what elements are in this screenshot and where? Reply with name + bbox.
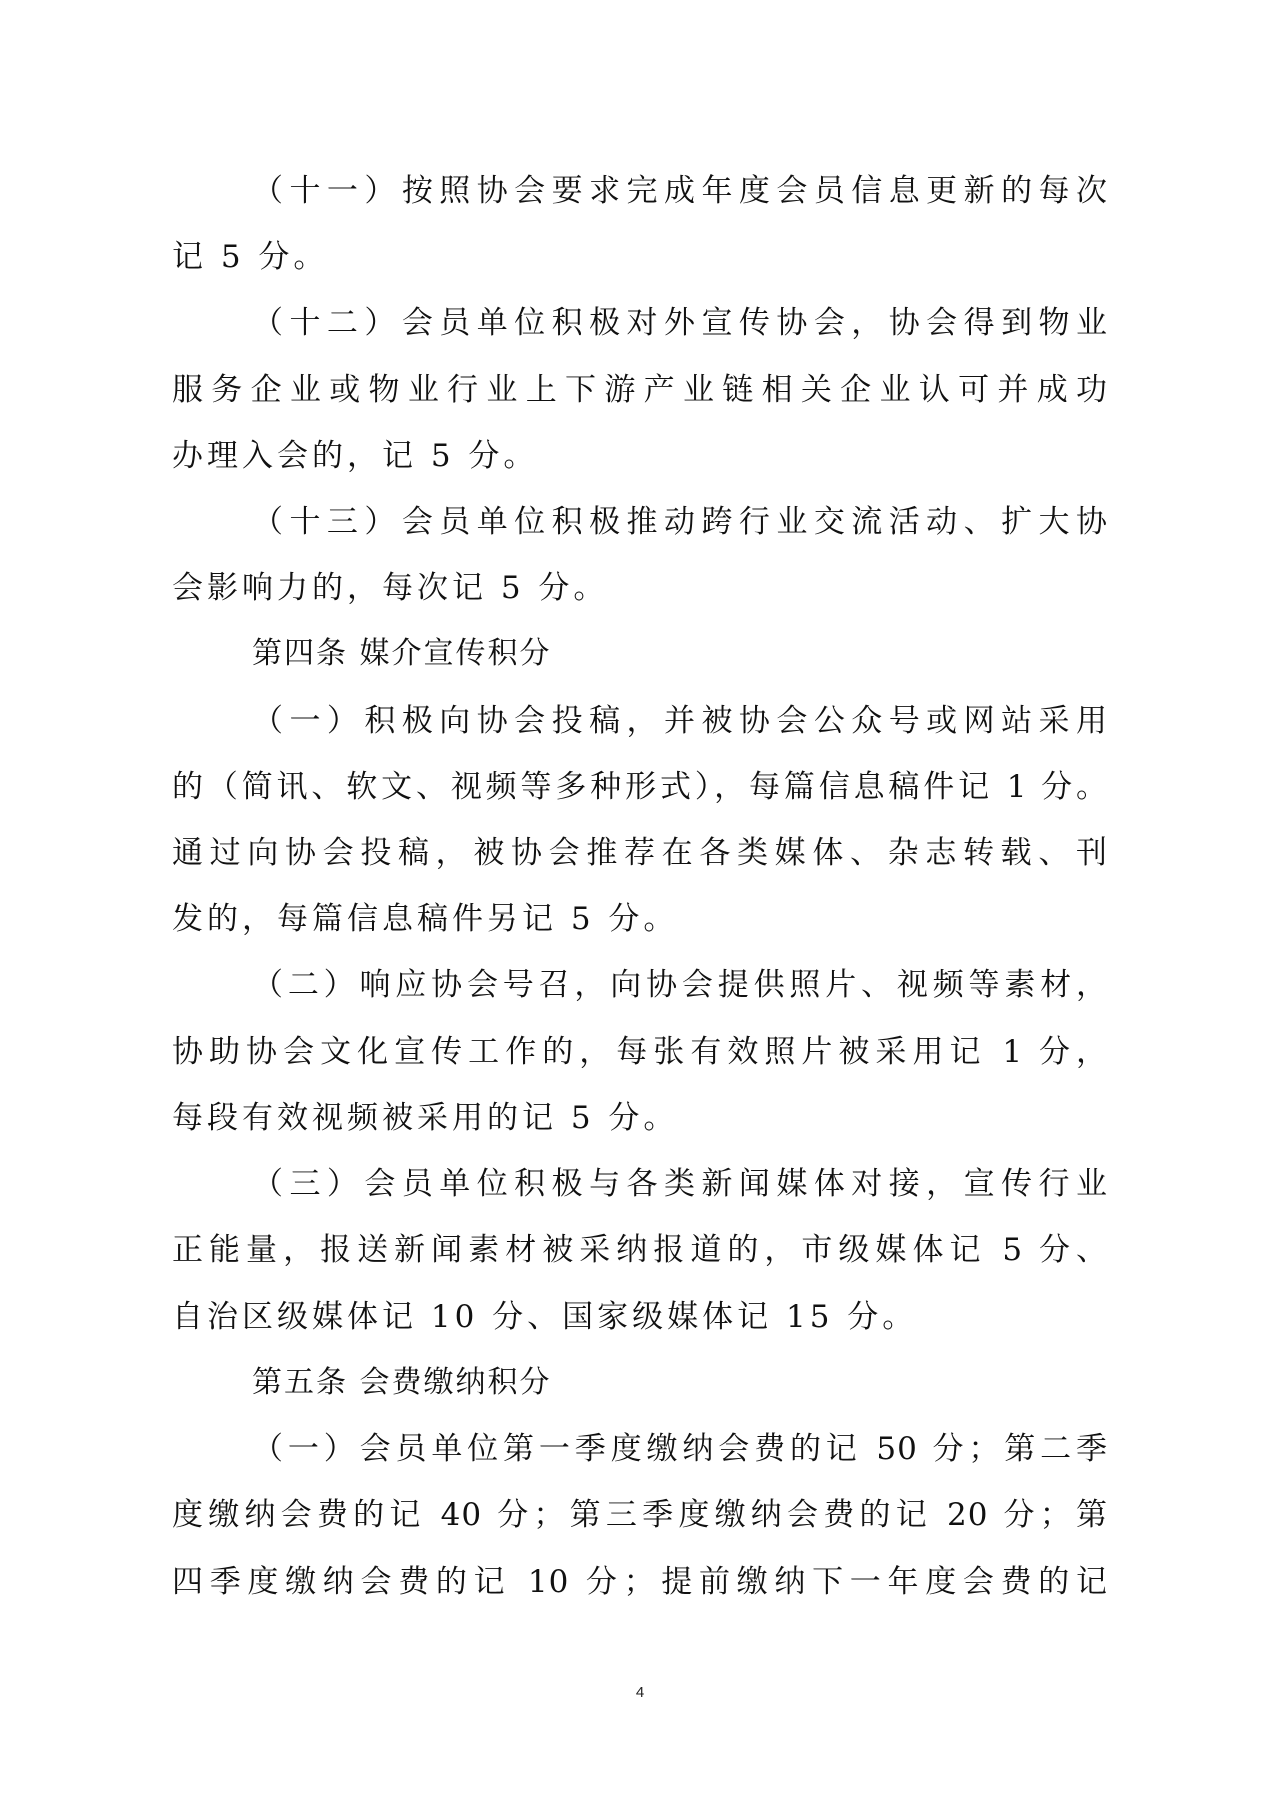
paragraph-line: 正能量，报送新闻素材被采纳报道的，市级媒体记 5 分、 — [172, 1232, 1108, 1268]
paragraph-line: （十一）按照协会要求完成年度会员信息更新的每次 — [252, 173, 1108, 209]
paragraph-line: （一）积极向协会投稿，并被协会公众号或网站采用 — [252, 703, 1108, 739]
paragraph-line: （三）会员单位积极与各类新闻媒体对接，宣传行业 — [252, 1166, 1108, 1202]
paragraph-line: 每段有效视频被采用的记 5 分。 — [172, 1100, 679, 1136]
paragraph-line: 通过向协会投稿，被协会推荐在各类媒体、杂志转载、刊 — [172, 835, 1108, 871]
paragraph-line: （二）响应协会号召，向协会提供照片、视频等素材， — [252, 967, 1108, 1003]
paragraph-line: 度缴纳会费的记 40 分；第三季度缴纳会费的记 20 分；第 — [172, 1497, 1108, 1533]
paragraph-line: 的（简讯、软文、视频等多种形式），每篇信息稿件记 1 分。 — [172, 769, 1108, 805]
paragraph-line: （十三）会员单位积极推动跨行业交流活动、扩大协 — [252, 504, 1108, 540]
paragraph-line: 会影响力的，每次记 5 分。 — [172, 570, 609, 606]
paragraph-line: （一）会员单位第一季度缴纳会费的记 50 分；第二季 — [252, 1431, 1108, 1467]
paragraph-line: 协助协会文化宣传工作的，每张有效照片被采用记 1 分， — [172, 1034, 1108, 1070]
section-heading: 第四条 媒介宣传积分 — [252, 636, 552, 671]
section-heading: 第五条 会费缴纳积分 — [252, 1365, 552, 1400]
paragraph-line: 服务企业或物业行业上下游产业链相关企业认可并成功 — [172, 372, 1108, 408]
paragraph-line: 记 5 分。 — [172, 239, 329, 275]
paragraph-line: 发的，每篇信息稿件另记 5 分。 — [172, 901, 679, 937]
page-number: 4 — [635, 1684, 645, 1701]
paragraph-line: 自治区级媒体记 10 分、国家级媒体记 15 分。 — [172, 1299, 918, 1335]
paragraph-line: 办理入会的，记 5 分。 — [172, 438, 539, 474]
paragraph-line: 四季度缴纳会费的记 10 分；提前缴纳下一年度会费的记 — [172, 1564, 1108, 1600]
paragraph-line: （十二）会员单位积极对外宣传协会，协会得到物业 — [252, 305, 1108, 341]
